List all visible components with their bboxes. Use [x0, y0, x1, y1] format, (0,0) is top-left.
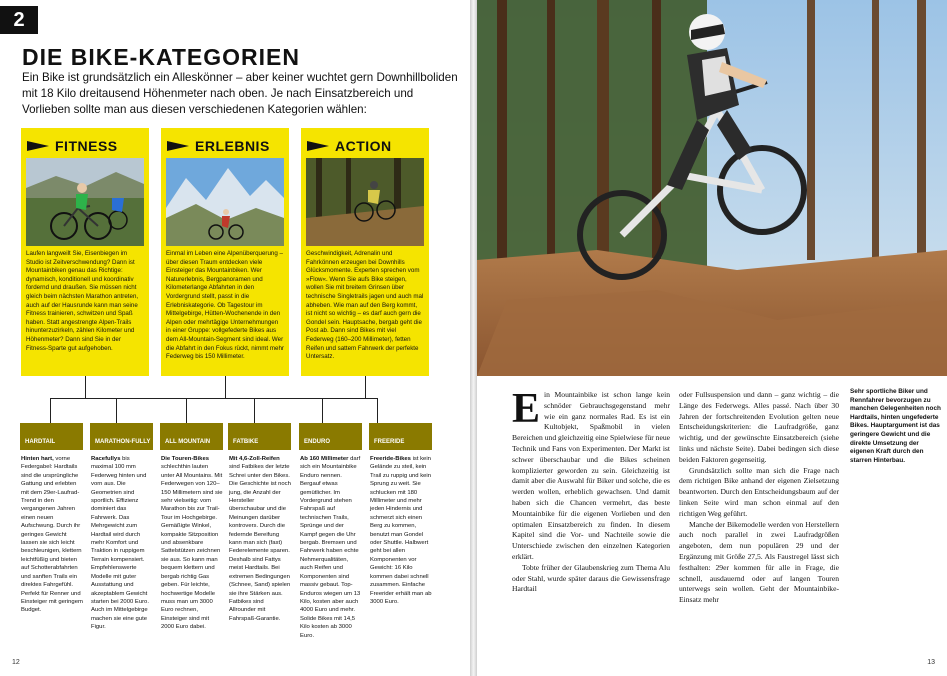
column-lead: Hinten hart,: [21, 456, 54, 462]
column-label: FATBIKE: [233, 439, 259, 445]
tree-connector: [254, 398, 255, 423]
category-title: ERLEBNIS: [195, 138, 270, 154]
column-text: schlechthin lauten unter All Mountains. Mit Federwegen von 120–150 Millimetern sind sie sehr vielseitig: vom Marathon bis zur Trail-Tour im Hochgebirge. Gemäßigte Winkel, kompakte Sitzposition und absenkbare Sattelstützen zeichnen sie aus. So kann man bequem klettern und bergab richtig Gas geben. Für leichte, hochwertige Modelle muss man um 3000 Euro rechnen, Einsteiger sind mit 2000 Euro dabei.: [161, 464, 223, 631]
page-number: 13: [927, 659, 935, 666]
category-title: ACTION: [335, 138, 392, 154]
erlebnis-photo: [166, 158, 284, 246]
photo-caption: Sehr sportliche Biker und Rennfahrer bevorzugen zu manchen Gelegenheiten noch Hardtails, hinten ungefederte Bikes. Hauptargument ist das geringere Gewicht und die direkte Umsetzung der eigenen Kraft durch den starren Hinterbau.: [850, 388, 941, 464]
left-page: [0, 0, 470, 676]
column-label: ALL MOUNTAIN: [165, 439, 211, 445]
page-title: DIE BIKE-KATEGORIEN: [22, 44, 300, 70]
column-marathon-fully: [90, 423, 153, 632]
tree-connector: [50, 398, 51, 423]
tree-connector: [365, 376, 366, 398]
arrow-icon: [167, 141, 189, 151]
category-text: Geschwindigkeit, Adrenalin und Fahrkönnen erzeugen bei Downhills Glücksmomente. Experten sprechen vom »Flow«. Wenn Sie aufs Bike steigen, wollen Sie mit breitem Grinsen über technische Singletrails jagen und auch mal abheben. Wie man auf den Berg kommt, ist nicht so wichtig – es darf auch gern die Gondel sein. Hauptsache, bergab geht die Post ab. Dann sind Bikes mit viel Federweg (160–200 Millimeter), fetten Reifen und sattem Fahrwerk der perfekte Untersatz.: [306, 250, 424, 361]
tree-connector: [322, 398, 323, 423]
tree-connector: [377, 398, 378, 423]
column-all-mountain: [160, 423, 223, 632]
column-label: MARATHON-FULLY: [95, 439, 151, 445]
column-hardtail: [20, 423, 83, 615]
column-lead: Die Touren-Bikes: [161, 456, 210, 462]
category-text: Laufen langweilt Sie, Eisenbiegen im Studio ist Zeitverschwendung? Dann ist Mountainbiken genau das Richtige: dynamisch, konditionell und koordinativ fordernd und draußen. Sie müssen nicht gleich beim nächsten Marathon antreten, auch auf der Hausrunde kann man seine Fitness trainieren, schwitzen und Spaß haben. Statt angestrengte Alpen-Trails hinunterzuzirkeln, zählen Kilometer und Höhenmeter? Dann sind Sie in der Fitness-Sparte gut aufgehoben.: [26, 250, 139, 352]
column-label: HARDTAIL: [25, 439, 56, 445]
article-column-2: oder Fullsuspension und dann – ganz wichtig – die Länge des Federwegs. Alles passé. Nach über 30 Jahren der fortschreitenden Evolution gelten neue Entscheidungskriterien: die Laufradgröße, ganz wichtig, und der gewünschte Einsatzbereich (siehe links und nächste Seite). Dabei bedingen sich diese beiden Faktoren gegenseitig. Grundsätzlich sollte man sich die Frage nach dem richtigen Bike anhand der eigenen Zielsetzung beantworten. Durch den Entscheidungsbaum auf der linken Seite wird man schon einmal auf den richtigen Weg geführt. Manche der Bikemodelle werden von Herstellern auch noch parallel in zwei Laufradgrößen angeboten, dem nun populären 29 und der Ergänzung mit Größe 27,5. Als Faustregel lässt sich festhalten: 29er kommen für alle in Frage, die schnell, ausdauernd oder auf langen Touren unterwegs sein wollen. Geht der Mountainbike-Einsatz mehr: [679, 390, 839, 605]
category-erlebnis: [161, 128, 289, 376]
arrow-icon: [27, 141, 49, 151]
column-enduro: [299, 423, 362, 640]
category-text: Einmal im Leben eine Alpenüberquerung – über diesen Traum entdecken viele Einsteiger das Mountainbiken. Wer Naturerlebnis, Bergpanoramen und Kilometerlange Abfahrten in den Vordergrund stellt, passt in die Erlebniskategorie. Ob Tagestour im Mittelgebirge, Hütten-Wochenende in den Alpen oder mehrtägige Unternehmungen in einer Gruppe: vollgefederte Bikes aus dem All-Mountain-Segment sind ideal. Wer die Abfahrt in den Fokus rückt, nimmt mehr Federweg bis 150 Millimeter.: [166, 250, 284, 361]
article-column-1: E in Mountainbike ist schon lange kein schnöder Gebrauchsgegenstand mehr wie ein ganz normales Rad. Es ist ein Kultobjekt, Spaßmobil in vielen Bereichen und gleichzeitig eine Spielwiese für neue Technik und Fans von Experimenten. Der Markt ist schwer überschaubar und die Bikes scheinen komplizierter geworden zu sein. Gleichzeitig ist damit aber die Auswahl für Biker und solche, die es werden wollen, erheblich gewachsen. Und damit haben sich die Chancen vermehrt, das beste Mountainbike für die eigenen Vorlieben und den optimalen Einsatzbereich zu finden. In diesem Kapitel sind die Vor- und Nachteile sowie die Unterschiede zwischen den einzelnen Kategorien erklärt. Tobte früher der Glaubenskrieg zum Thema Alu oder Stahl, wurde später daraus die Gewissensfrage Hardtail: [512, 386, 670, 594]
tree-connector: [85, 376, 86, 398]
mountain-biker-photo: [477, 0, 947, 376]
column-text: vorne Federgabel: Hardtails sind die ursprüngliche Gattung und erlebten mit dem 29er-Laufrad-Trend in den vergangenen Jahren einen neuen Aufschwung. Durch ihr geringes Gewicht lassen sie sich leicht beschleunigen, klettern leichtfüßig und bieten auf Schotterabfahrten und sanften Trails ein direktes Fahrgefühl. Perfekt für Renner und Einsteiger mit geringem Budget.: [21, 456, 83, 614]
column-freeride: [369, 423, 432, 606]
arrow-icon: [307, 141, 329, 151]
column-text: sind Fatbikes der letzte Schrei unter den Bikes. Die Geschichte ist noch jung, die Anzahl der Hersteller überschaubar und die Meinungen darüber kontrovers. Durch die federnde Bereifung kann man sich (fast) Federelemente sparen. Deshalb sind Fattys meist Hardtails. Bei extremen Bedingungen (Schnee, Sand) spielen sie ihre Stärken aus. Fatbikes sind Allrounder mit Fahrspaß-Garantie.: [229, 464, 291, 622]
column-text: darf sich ein Mountainbike Enduro nennen. Bergauf etwas gemütlicher. Im Vordergrund stehen Fahrspaß auf technischen Trails, Sprünge und der Kampf gegen die Uhr bergab. Bremsen und Fahrwerk haben echte Nehmerqualitäten, auch Reifen und Komponenten sind massiv gebaut. Top-Enduros wiegen um 13 Kilo, kosten aber auch 4000 Euro und mehr. Solide Bikes mit 14,5 Kilo kosten ab 3000 Euro.: [300, 456, 361, 639]
page-gutter: [470, 0, 477, 676]
tree-connector: [50, 398, 377, 399]
action-photo: [306, 158, 424, 246]
category-fitness: [21, 128, 149, 376]
column-fatbike: [228, 423, 291, 623]
tree-connector: [116, 398, 117, 423]
column-text: ist kein Gelände zu steil, kein Trail zu ruppig und kein Sprung zu weit. Sie schlucken mit 180 Millimeter und mehr jeden Hindernis und schmerzt sich einen Berg zu kommen, benutzt man Gondel oder Shuttle. Halbwert geht bei allen Komponenten vor Gewicht: 16 Kilo kommen dabei schnell zusammen. Einfache Freerider erhält man ab 3000 Euro.: [370, 456, 432, 605]
tree-connector: [225, 376, 226, 398]
column-text: bis maximal 100 mm Federweg hinten und vorn aus. Die Geometrien sind sportlich. Effizienz dominiert das Fahrwerk. Das Mehrgewicht zum Hardtail wird durch mehr Komfort und Traktion in ruppigem Terrain kompensiert. Empfehlenswerte Modelle mit guter Ausstattung und akzeptablem Gewicht starten bei 2000 Euro. Auch im Mittelgebirge machen sie eine gute Figur.: [91, 456, 149, 631]
section-number: 2: [0, 6, 38, 34]
column-lead: Ab 160 Millimeter: [300, 456, 349, 462]
intro-text: Ein Bike ist grundsätzlich ein Alleskönner – aber keiner wuchtet gern Downhillboliden mit 18 Kilo dreitausend Höhenmeter nach oben. Je nach Einsatzbereich und Vorlieben sollte man aus diesen verschiedenen Kategorien wählen:: [22, 71, 458, 116]
column-label: FREERIDE: [374, 439, 405, 445]
fitness-photo: [26, 158, 144, 246]
category-action: [301, 128, 429, 376]
page-number: 12: [12, 659, 20, 666]
category-title: FITNESS: [55, 138, 118, 154]
column-lead: Racefullys: [91, 456, 121, 462]
drop-cap: E: [512, 386, 541, 432]
right-page: [477, 0, 947, 676]
column-lead: Mit 4,6-Zoll-Reifen: [229, 456, 280, 462]
tree-connector: [186, 398, 187, 423]
column-label: ENDURO: [304, 439, 331, 445]
column-lead: Freeride-Bikes: [370, 456, 411, 462]
